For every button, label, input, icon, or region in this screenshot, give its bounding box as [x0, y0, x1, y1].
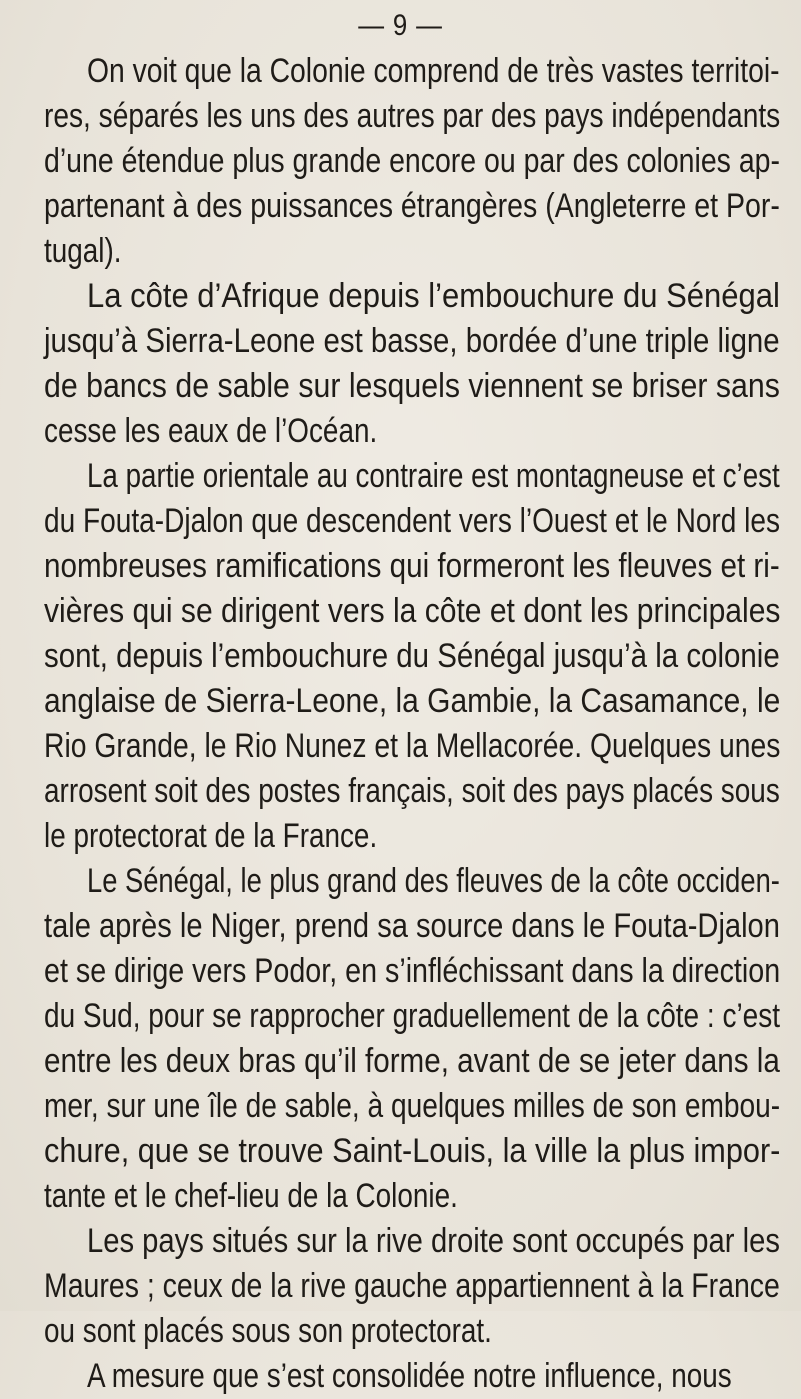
page-number: — 9 —	[358, 9, 443, 42]
text-line: de bancs de sable sur lesquels viennent se briser sans	[44, 367, 780, 405]
text-line: tante et le chef-lieu de la Colonie.	[44, 1177, 458, 1215]
text-line: du Fouta-Djalon que descendent vers l’Ouest et le Nord les	[44, 502, 781, 540]
text-line: tugal).	[44, 232, 122, 270]
text-line: cesse les eaux de l’Océan.	[44, 412, 378, 450]
text-line: A mesure que s’est consolidée notre influence, nous	[87, 1357, 732, 1395]
text-line: mer, sur une île de sable, à quelques milles de son embou-	[44, 1087, 781, 1125]
text-line: tale après le Niger, prend sa source dans le Fouta-Djalon	[44, 907, 780, 945]
text-line: La partie orientale au contraire est montagneuse et c’est	[87, 457, 780, 495]
text-line: jusqu’à Sierra-Leone est basse, bordée d’une triple ligne	[44, 322, 780, 360]
text-line: Rio Grande, le Rio Nunez et la Mellacorée. Quelques unes	[44, 727, 781, 765]
text-line: d’une étendue plus grande encore ou par des colonies ap-	[44, 142, 780, 180]
body-text	[44, 49, 780, 1399]
text-line: partenant à des puissances étrangères (Angleterre et Por-	[44, 187, 780, 225]
text-line: Le Sénégal, le plus grand des fleuves de la côte occiden-	[87, 862, 780, 900]
text-line: le protectorat de la France.	[44, 817, 378, 855]
text-line: arrosent soit des postes français, soit des pays placés sous	[44, 772, 780, 810]
text-line: sont, depuis l’embouchure du Sénégal jusqu’à la colonie	[44, 637, 780, 675]
text-line: vières qui se dirigent vers la côte et dont les principales	[44, 592, 781, 630]
text-line: entre les deux bras qu’il forme, avant de se jeter dans la	[44, 1042, 780, 1080]
text-line: On voit que la Colonie comprend de très vastes territoi-	[87, 52, 780, 90]
text-line: du Sud, pour se rapprocher graduellement de la côte : c’est	[44, 997, 781, 1035]
text-line: Les pays situés sur la rive droite sont occupés par les	[87, 1222, 780, 1260]
text-line: anglaise de Sierra-Leone, la Gambie, la Casamance, le	[44, 682, 781, 720]
text-line: La côte d’Afrique depuis l’embouchure du Sénégal	[87, 277, 780, 315]
text-line: nombreuses ramifications qui formeront les fleuves et ri-	[44, 547, 780, 585]
text-line: et se dirige vers Podor, en s’infléchissant dans la direction	[44, 952, 781, 990]
text-line: chure, que se trouve Saint-Louis, la ville la plus impor-	[44, 1132, 781, 1170]
text-line: res, séparés les uns des autres par des pays indépendants	[44, 97, 781, 135]
text-line: ou sont placés sous son protectorat.	[44, 1312, 492, 1350]
text-line: Maures ; ceux de la rive gauche appartiennent à la France	[44, 1267, 780, 1305]
